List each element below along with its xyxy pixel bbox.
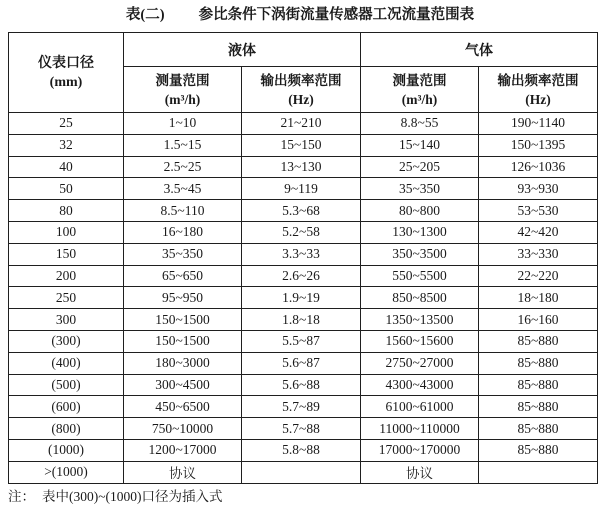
gas-freq-cell: 22~220 — [479, 265, 598, 287]
table-body — [9, 113, 598, 484]
liquid-freq-cell: 9~119 — [242, 178, 361, 200]
table-note — [8, 488, 600, 505]
table-row — [9, 265, 598, 287]
gas-measure-cell: 协议 — [361, 461, 479, 483]
table-row — [9, 309, 598, 331]
gas-measure-cell: 15~140 — [361, 134, 479, 156]
gas-measure-cell: 130~1300 — [361, 221, 479, 243]
header-row-groups — [9, 33, 598, 67]
diameter-cell: 40 — [9, 156, 124, 178]
gas-measure-cell: 1560~15600 — [361, 330, 479, 352]
diameter-cell: 100 — [9, 221, 124, 243]
header-gas-measure — [361, 67, 479, 113]
gas-freq-cell: 85~880 — [479, 439, 598, 461]
header-liquid-measure-label: 测量范围 — [155, 72, 210, 88]
liquid-freq-cell: 3.3~33 — [242, 243, 361, 265]
diameter-cell: (800) — [9, 418, 124, 440]
diameter-cell: (300) — [9, 330, 124, 352]
liquid-freq-cell: 1.8~18 — [242, 309, 361, 331]
diameter-cell: (400) — [9, 352, 124, 374]
liquid-measure-cell: 300~4500 — [124, 374, 242, 396]
gas-measure-cell: 550~5500 — [361, 265, 479, 287]
liquid-measure-cell: 1.5~15 — [124, 134, 242, 156]
liquid-freq-cell: 15~150 — [242, 134, 361, 156]
liquid-measure-cell: 150~1500 — [124, 309, 242, 331]
table-row — [9, 113, 598, 135]
header-liquid-group: 液体 — [124, 33, 361, 67]
header-gas-freq — [479, 67, 598, 113]
gas-freq-cell: 190~1140 — [479, 113, 598, 135]
header-gas-freq-unit: (Hz) — [525, 91, 551, 107]
header-liquid-measure-unit: (m³/h) — [164, 91, 201, 107]
table-row — [9, 374, 598, 396]
gas-measure-cell: 850~8500 — [361, 287, 479, 309]
title-prefix: 表(二) — [125, 7, 165, 23]
gas-freq-cell: 85~880 — [479, 352, 598, 374]
liquid-measure-cell: 3.5~45 — [124, 178, 242, 200]
gas-freq-cell: 33~330 — [479, 243, 598, 265]
gas-freq-cell: 18~180 — [479, 287, 598, 309]
table-row — [9, 178, 598, 200]
liquid-measure-cell: 750~10000 — [124, 418, 242, 440]
diameter-cell: 200 — [9, 265, 124, 287]
table-row — [9, 134, 598, 156]
liquid-measure-cell: 1200~17000 — [124, 439, 242, 461]
gas-freq-cell: 85~880 — [479, 374, 598, 396]
liquid-freq-cell: 5.2~58 — [242, 221, 361, 243]
header-liquid-freq-unit: (Hz) — [288, 91, 314, 107]
note-text: 表中(300)~(1000)口径为插入式 — [42, 488, 223, 504]
gas-measure-cell: 6100~61000 — [361, 396, 479, 418]
diameter-cell: (500) — [9, 374, 124, 396]
liquid-measure-cell: 16~180 — [124, 221, 242, 243]
header-diameter-unit: (mm) — [49, 74, 83, 90]
diameter-cell: 150 — [9, 243, 124, 265]
diameter-cell: >(1000) — [9, 461, 124, 483]
gas-measure-cell: 4300~43000 — [361, 374, 479, 396]
liquid-measure-cell: 2.5~25 — [124, 156, 242, 178]
table-row — [9, 461, 598, 483]
diameter-cell: 80 — [9, 200, 124, 222]
gas-measure-cell: 11000~110000 — [361, 418, 479, 440]
liquid-measure-cell: 8.5~110 — [124, 200, 242, 222]
gas-measure-cell: 8.8~55 — [361, 113, 479, 135]
header-gas-freq-label: 输出频率范围 — [497, 72, 579, 88]
liquid-freq-cell: 5.8~88 — [242, 439, 361, 461]
gas-measure-cell: 25~205 — [361, 156, 479, 178]
table-header — [9, 33, 598, 113]
gas-freq-cell: 93~930 — [479, 178, 598, 200]
table-row — [9, 352, 598, 374]
header-liquid-freq-label: 输出频率范围 — [260, 72, 342, 88]
gas-measure-cell: 350~3500 — [361, 243, 479, 265]
liquid-measure-cell: 150~1500 — [124, 330, 242, 352]
liquid-measure-cell: 协议 — [124, 461, 242, 483]
gas-freq-cell: 150~1395 — [479, 134, 598, 156]
liquid-measure-cell: 450~6500 — [124, 396, 242, 418]
diameter-cell: (1000) — [9, 439, 124, 461]
diameter-cell: 25 — [9, 113, 124, 135]
header-diameter — [9, 33, 124, 113]
gas-measure-cell: 80~800 — [361, 200, 479, 222]
page-title — [0, 0, 600, 25]
note-label: 注： — [8, 488, 35, 504]
liquid-freq-cell: 5.3~68 — [242, 200, 361, 222]
flow-range-table — [8, 32, 598, 484]
gas-freq-cell: 16~160 — [479, 309, 598, 331]
gas-measure-cell: 2750~27000 — [361, 352, 479, 374]
gas-freq-cell: 53~530 — [479, 200, 598, 222]
liquid-freq-cell: 2.6~26 — [242, 265, 361, 287]
title-main: 参比条件下涡街流量传感器工况流量范围表 — [198, 7, 475, 23]
liquid-measure-cell: 95~950 — [124, 287, 242, 309]
diameter-cell: 32 — [9, 134, 124, 156]
diameter-cell: 50 — [9, 178, 124, 200]
gas-freq-cell: 85~880 — [479, 330, 598, 352]
table-row — [9, 243, 598, 265]
liquid-measure-cell: 180~3000 — [124, 352, 242, 374]
header-gas-measure-label: 测量范围 — [392, 72, 447, 88]
table-row — [9, 156, 598, 178]
liquid-freq-cell: 5.6~87 — [242, 352, 361, 374]
gas-freq-cell: 85~880 — [479, 418, 598, 440]
liquid-freq-cell — [242, 461, 361, 483]
gas-measure-cell: 1350~13500 — [361, 309, 479, 331]
liquid-freq-cell: 21~210 — [242, 113, 361, 135]
table-row — [9, 396, 598, 418]
table-row — [9, 418, 598, 440]
diameter-cell: 250 — [9, 287, 124, 309]
gas-measure-cell: 35~350 — [361, 178, 479, 200]
header-gas-group: 气体 — [361, 33, 598, 67]
header-liquid-freq — [242, 67, 361, 113]
diameter-cell: (600) — [9, 396, 124, 418]
gas-measure-cell: 17000~170000 — [361, 439, 479, 461]
liquid-measure-cell: 65~650 — [124, 265, 242, 287]
table-row — [9, 200, 598, 222]
liquid-freq-cell: 1.9~19 — [242, 287, 361, 309]
liquid-freq-cell: 5.5~87 — [242, 330, 361, 352]
gas-freq-cell: 126~1036 — [479, 156, 598, 178]
liquid-freq-cell: 5.6~88 — [242, 374, 361, 396]
header-gas-measure-unit: (m³/h) — [401, 91, 438, 107]
header-diameter-label: 仪表口径 — [38, 55, 94, 71]
liquid-measure-cell: 1~10 — [124, 113, 242, 135]
gas-freq-cell — [479, 461, 598, 483]
header-liquid-measure — [124, 67, 242, 113]
table-row — [9, 287, 598, 309]
liquid-measure-cell: 35~350 — [124, 243, 242, 265]
liquid-freq-cell: 5.7~88 — [242, 418, 361, 440]
table-row — [9, 330, 598, 352]
diameter-cell: 300 — [9, 309, 124, 331]
table-row — [9, 221, 598, 243]
table-row — [9, 439, 598, 461]
liquid-freq-cell: 13~130 — [242, 156, 361, 178]
gas-freq-cell: 42~420 — [479, 221, 598, 243]
liquid-freq-cell: 5.7~89 — [242, 396, 361, 418]
gas-freq-cell: 85~880 — [479, 396, 598, 418]
